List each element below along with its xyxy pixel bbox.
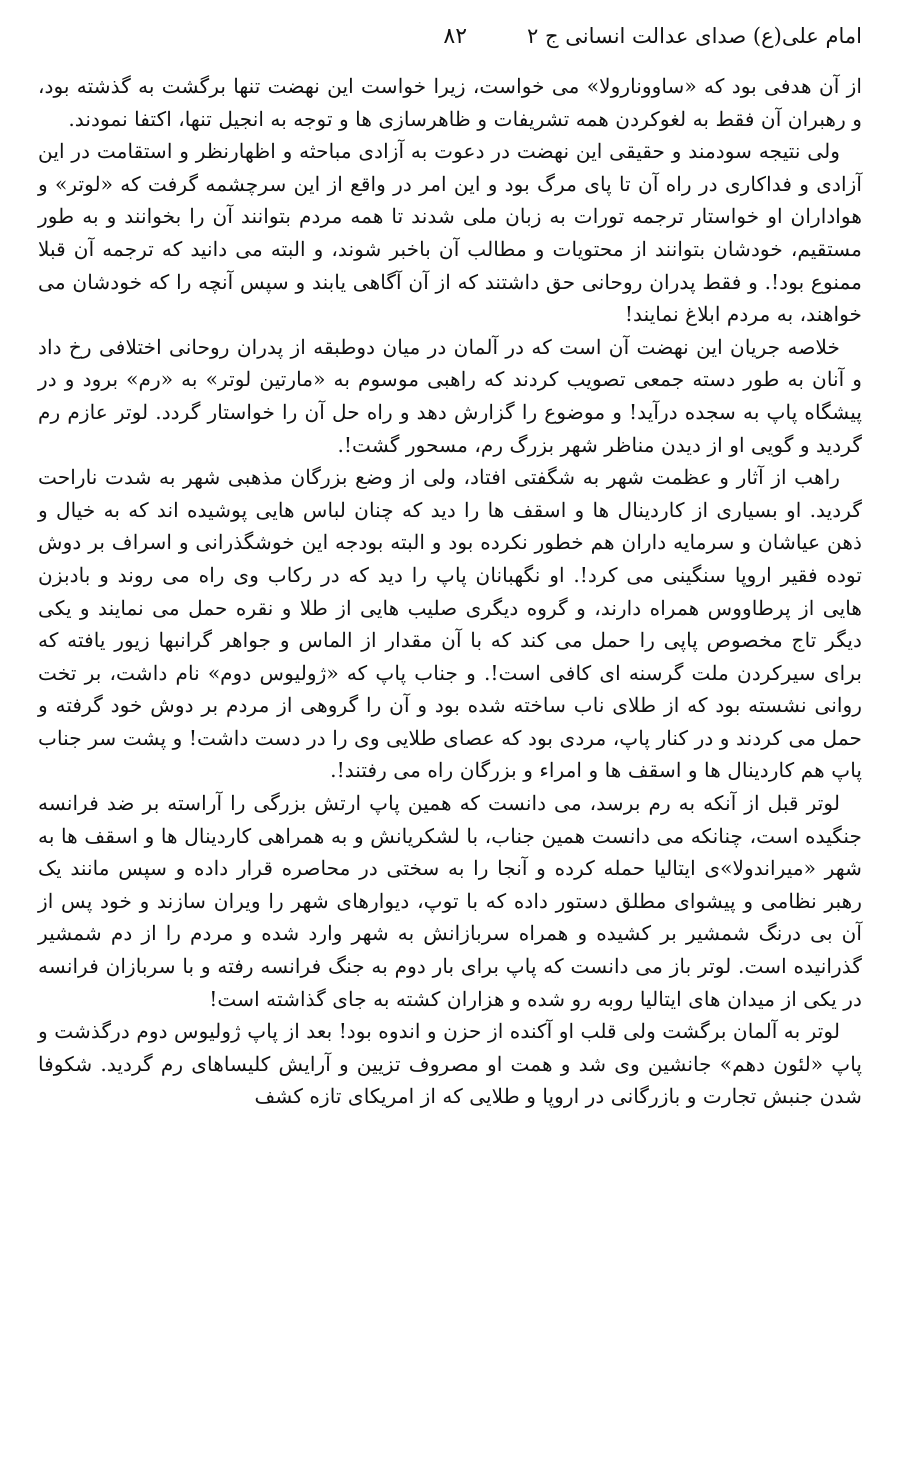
paragraph-1: از آن هدفی بود که «ساوونارولا» می خواست، زیرا خواست این نهضت تنها برگشت به گذشته بود، و رهبران آن فقط به لغوکردن همه تشریفات و ظاهرسازی ها و توجه به انجیل تنها، اکتفا نمودند.: [38, 74, 862, 131]
page-number: ۸۲: [443, 24, 468, 49]
paragraph-5: لوتر قبل از آنکه به رم برسد، می دانست که همین پاپ ارتش بزرگی را آراسته بر ضد فرانسه جنگیده است، چنانکه می دانست همین جناب، با لشکریانش و به همراهی کاردینال ها و اسقف ها به شهر «میراندولا»ی ایتالیا حمله کرده و آنجا را به سختی در محاصره قرار داده و سپس مانند یک رهبر نظامی و پیشوای مطلق دستور داده که با توپ، دیوارهای شهر را ویران سازند و خود پس از آن بی درنگ شمشیر بر کشیده و همراه سربازانش به شهر وارد شده و مردم را از دم شمشیر گذرانیده است. لوتر باز می دانست که پاپ برای بار دوم به جنگ فرانسه رفته و با سربازان فرانسه در یکی از میدان های ایتالیا روبه رو شده و هزاران کشته به جای گذاشته است!: [38, 791, 862, 1011]
book-page: [38, 24, 862, 1469]
paragraph-2: ولی نتیجه سودمند و حقیقی این نهضت در دعوت به آزادی مباحثه و اظهارنظر و استقامت در این آزادی و فداکاری در راه آن تا پای مرگ بود و این امر در واقع از این سرچشمه گرفت که «لوتر» و هواداران او خواستار ترجمه تورات به زبان ملی شدند تا همه مردم بتوانند آن را بخوانند و به طور مستقیم، خودشان بتوانند از محتویات و مطالب آن باخبر شوند، و البته می دانید که ترجمه آن قبلا ممنوع بود!. و فقط پدران روحانی حق داشتند که از آن آگاهی یابند و سپس آنچه را که خودشان می خواهند، به مردم ابلاغ نمایند!: [38, 139, 862, 327]
body-text: [38, 70, 862, 1113]
paragraph-4: راهب از آثار و عظمت شهر به شگفتی افتاد، ولی از وضع بزرگان مذهبی شهر به شدت ناراحت گردید. او بسیاری از کاردینال ها و اسقف ها را دید که چنان لباس هایی پوشیده اند که به خیال و ذهن عیاشان و سرمایه داران هم خطور نکرده بود و البته بودجه این خوشگذرانی و اسراف بر دوش توده فقیر اروپا سنگینی می کرد!. او نگهبانان پاپ را دید که در رکاب وی راه می روند و بادبزن هایی از پرطاووس همراه دارند، و گروه دیگری صلیب هایی از طلا و نقره حمل می نمایند و یکی دیگر تاج مخصوص پاپی را حمل می کند که با آن مقدار از الماس و جواهر گرانبها زیور یافته که برای سیرکردن ملت گرسنه ای کافی است!. و جناب پاپ که «ژولیوس دوم» نام داشت، بر تخت روانی نشسته بود که از طلای ناب ساخته شده بود و آن را گروهی از مردم بر دوش خود گرفته و حمل می کردند و در کنار پاپ، مردی بود که عصای طلایی وی را در دست داشت! و پشت سر جناب پاپ هم کاردینال ها و اسقف ها و امراء و بزرگان راه می رفتند!.: [38, 465, 862, 783]
page-header: [38, 24, 862, 70]
paragraph-3: خلاصه جریان این نهضت آن است که در آلمان در میان دوطبقه از پدران روحانی اختلافی رخ داد و آنان به طور دسته جمعی تصویب کردند که راهبی موسوم به «مارتین لوتر» به «رم» برود و در پیشگاه پاپ به سجده درآید! و موضوع را گزارش دهد و راه حل آن را خواستار گردد. لوتر عازم رم گردید و گویی او از دیدن مناظر شهر بزرگ رم، مسحور گشت!.: [38, 334, 862, 457]
running-title: امام علی(ع) صدای عدالت انسانی ج ۲: [527, 24, 862, 48]
paragraph-6: لوتر به آلمان برگشت ولی قلب او آکنده از حزن و اندوه بود! بعد از پاپ ژولیوس دوم درگذشت و پاپ «لئون دهم» جانشین وی شد و همت او مصروف تزیین و آرایش کلیساهای رم گردید. شکوفا شدن جنبش تجارت و بازرگانی در اروپا و طلایی که از امریکای تازه کشف: [38, 1019, 862, 1109]
